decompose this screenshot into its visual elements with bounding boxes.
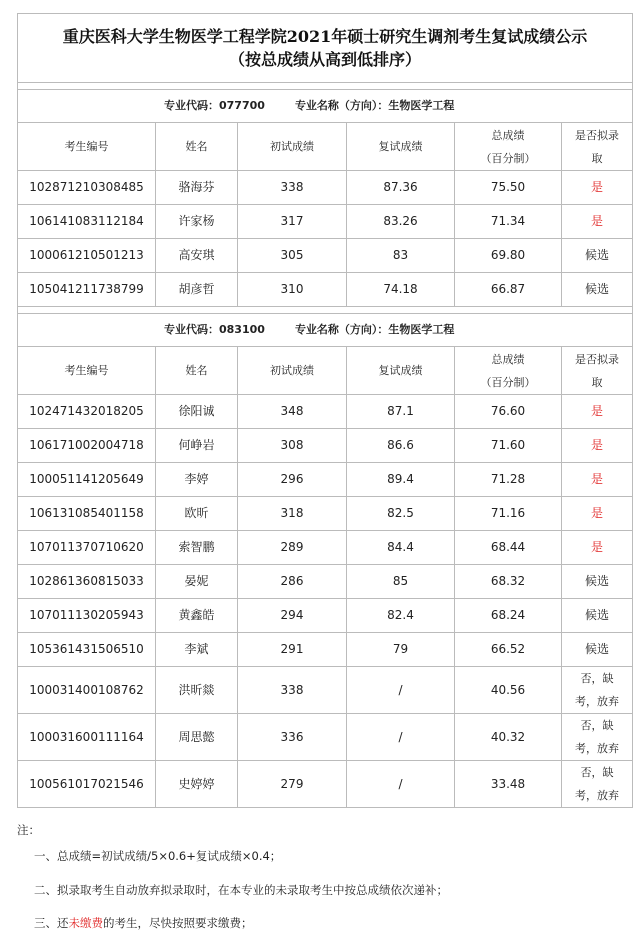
- header-admit-line1: 是否拟录: [575, 128, 620, 142]
- note-3-suffix: 的考生，尽快按照要求缴费；: [103, 916, 253, 930]
- note-3-prefix: 三、还: [34, 916, 69, 930]
- header-total: [455, 347, 562, 395]
- cell-admit-line1: 否，缺: [580, 672, 614, 685]
- cell-retest: 87.36: [347, 171, 455, 205]
- header-total-line2: （百分制）: [480, 375, 536, 389]
- cell-retest: /: [347, 667, 455, 714]
- table-row: [18, 205, 633, 239]
- cell-retest: 86.6: [347, 429, 455, 463]
- cell-admit: 是: [562, 171, 633, 205]
- cell-name: 骆海芬: [156, 171, 238, 205]
- cell-exam-id: 102471432018205: [18, 395, 156, 429]
- cell-name: 史婷婷: [156, 761, 238, 808]
- cell-exam-id: 106141083112184: [18, 205, 156, 239]
- cell-total: 68.24: [455, 599, 562, 633]
- header-exam-id: 考生编号: [18, 347, 156, 395]
- cell-exam-id: 100561017021546: [18, 761, 156, 808]
- header-admit-line1: 是否拟录: [575, 352, 620, 366]
- table-row: [18, 497, 633, 531]
- cell-initial: 286: [238, 565, 347, 599]
- header-exam-id: 考生编号: [18, 123, 156, 171]
- table-row: [18, 395, 633, 429]
- title-line-1: 重庆医科大学生物医学工程学院2021年硕士研究生调剂考生复试成绩公示: [62, 27, 588, 46]
- header-name: 姓名: [156, 123, 238, 171]
- cell-name: 欧昕: [156, 497, 238, 531]
- cell-admit: 是: [562, 395, 633, 429]
- major-name: 专业名称（方向）：生物医学工程: [294, 323, 455, 337]
- cell-total: 68.32: [455, 565, 562, 599]
- cell-admit: 是: [562, 205, 633, 239]
- cell-name: 胡彦哲: [156, 273, 238, 307]
- cell-initial: 348: [238, 395, 347, 429]
- cell-total: 71.60: [455, 429, 562, 463]
- cell-name: 索智鹏: [156, 531, 238, 565]
- score-table-body: [18, 14, 633, 808]
- cell-total: 75.50: [455, 171, 562, 205]
- cell-admit: 候选: [562, 633, 633, 667]
- title-line-2: （按总成绩从高到低排序）: [229, 50, 422, 69]
- cell-retest: 74.18: [347, 273, 455, 307]
- cell-exam-id: 105361431506510: [18, 633, 156, 667]
- cell-name: 洪昕燚: [156, 667, 238, 714]
- header-admit-line2: 取: [591, 151, 603, 165]
- cell-name: 黄鑫皓: [156, 599, 238, 633]
- table-header-row: [18, 347, 633, 395]
- major-code: 专业代码：077700: [164, 99, 265, 113]
- header-admit-line2: 取: [591, 375, 603, 389]
- table-row: [18, 633, 633, 667]
- cell-retest: 85: [347, 565, 455, 599]
- table-row: [18, 273, 633, 307]
- cell-name: 周思懿: [156, 714, 238, 761]
- cell-admit-line2: 考，放弃: [575, 742, 620, 755]
- cell-retest: 79: [347, 633, 455, 667]
- cell-retest: /: [347, 714, 455, 761]
- cell-retest: 82.4: [347, 599, 455, 633]
- cell-retest: 84.4: [347, 531, 455, 565]
- cell-admit-line2: 考，放弃: [575, 695, 620, 708]
- cell-total: 76.60: [455, 395, 562, 429]
- cell-name: 许家杨: [156, 205, 238, 239]
- cell-exam-id: 100061210501213: [18, 239, 156, 273]
- cell-name: 李婷: [156, 463, 238, 497]
- cell-exam-id: 100031400108762: [18, 667, 156, 714]
- table-row: [18, 667, 633, 714]
- cell-retest: 82.5: [347, 497, 455, 531]
- cell-total: 71.28: [455, 463, 562, 497]
- cell-initial: 318: [238, 497, 347, 531]
- header-admit: [562, 347, 633, 395]
- cell-exam-id: 107011130205943: [18, 599, 156, 633]
- header-total: [455, 123, 562, 171]
- cell-admit: 是: [562, 463, 633, 497]
- cell-admit: [562, 667, 633, 714]
- cell-exam-id: 107011370710620: [18, 531, 156, 565]
- cell-name: 徐阳诚: [156, 395, 238, 429]
- cell-total: 66.52: [455, 633, 562, 667]
- cell-name: 晏妮: [156, 565, 238, 599]
- notes-label: 注：: [17, 823, 40, 837]
- header-total-line2: （百分制）: [480, 151, 536, 165]
- table-row: [18, 565, 633, 599]
- cell-exam-id: 102861360815033: [18, 565, 156, 599]
- header-total-line1: 总成绩: [491, 352, 525, 366]
- header-total-line1: 总成绩: [491, 128, 525, 142]
- cell-admit-line2: 考，放弃: [575, 789, 620, 802]
- cell-exam-id: 105041211738799: [18, 273, 156, 307]
- note-1: 一、总成绩=初试成绩/5×0.6+复试成绩×0.4；: [34, 849, 282, 863]
- cell-admit: [562, 714, 633, 761]
- cell-retest: 87.1: [347, 395, 455, 429]
- cell-admit: 候选: [562, 239, 633, 273]
- cell-admit: 候选: [562, 599, 633, 633]
- header-initial: 初试成绩: [238, 123, 347, 171]
- header-retest: 复试成绩: [347, 347, 455, 395]
- cell-retest: 89.4: [347, 463, 455, 497]
- major-name: 专业名称（方向）：生物医学工程: [294, 99, 455, 113]
- cell-initial: 336: [238, 714, 347, 761]
- cell-admit-line1: 否，缺: [580, 719, 614, 732]
- cell-retest: /: [347, 761, 455, 808]
- cell-retest: 83: [347, 239, 455, 273]
- cell-exam-id: 102871210308485: [18, 171, 156, 205]
- cell-initial: 289: [238, 531, 347, 565]
- cell-name: 李斌: [156, 633, 238, 667]
- cell-exam-id: 106171002004718: [18, 429, 156, 463]
- cell-total: 69.80: [455, 239, 562, 273]
- table-row: [18, 171, 633, 205]
- cell-exam-id: 100031600111164: [18, 714, 156, 761]
- table-row: [18, 429, 633, 463]
- cell-admit-line1: 否，缺: [580, 766, 614, 779]
- table-row: [18, 463, 633, 497]
- cell-total: 33.48: [455, 761, 562, 808]
- cell-total: 40.32: [455, 714, 562, 761]
- cell-initial: 294: [238, 599, 347, 633]
- cell-total: 68.44: [455, 531, 562, 565]
- cell-admit: [562, 761, 633, 808]
- cell-initial: 296: [238, 463, 347, 497]
- cell-admit: 是: [562, 497, 633, 531]
- cell-initial: 317: [238, 205, 347, 239]
- cell-total: 71.34: [455, 205, 562, 239]
- cell-exam-id: 106131085401158: [18, 497, 156, 531]
- page-title: [18, 14, 633, 83]
- section-gap: [18, 83, 633, 90]
- cell-admit: 候选: [562, 273, 633, 307]
- cell-initial: 305: [238, 239, 347, 273]
- cell-total: 40.56: [455, 667, 562, 714]
- cell-initial: 310: [238, 273, 347, 307]
- table-row: [18, 239, 633, 273]
- cell-initial: 279: [238, 761, 347, 808]
- note-2: 二、拟录取考生自动放弃拟录取时，在本专业的未录取考生中按总成绩依次递补；: [34, 883, 448, 897]
- section-gap: [18, 307, 633, 314]
- cell-total: 71.16: [455, 497, 562, 531]
- header-retest: 复试成绩: [347, 123, 455, 171]
- table-row: [18, 761, 633, 808]
- cell-admit: 候选: [562, 565, 633, 599]
- major-code: 专业代码：083100: [164, 323, 265, 337]
- header-initial: 初试成绩: [238, 347, 347, 395]
- cell-exam-id: 100051141205649: [18, 463, 156, 497]
- major-info-row: [18, 90, 633, 123]
- table-row: [18, 599, 633, 633]
- cell-name: 高安琪: [156, 239, 238, 273]
- score-table: [17, 13, 633, 808]
- table-row: [18, 531, 633, 565]
- cell-total: 66.87: [455, 273, 562, 307]
- table-row: [18, 714, 633, 761]
- cell-retest: 83.26: [347, 205, 455, 239]
- major-info-row: [18, 314, 633, 347]
- note-3-highlight: 未缴费: [68, 916, 103, 930]
- cell-initial: 291: [238, 633, 347, 667]
- cell-admit: 是: [562, 429, 633, 463]
- cell-initial: 338: [238, 171, 347, 205]
- cell-name: 何峥岩: [156, 429, 238, 463]
- header-admit: [562, 123, 633, 171]
- note-3: [34, 915, 253, 931]
- cell-initial: 308: [238, 429, 347, 463]
- cell-initial: 338: [238, 667, 347, 714]
- cell-admit: 是: [562, 531, 633, 565]
- header-name: 姓名: [156, 347, 238, 395]
- table-header-row: [18, 123, 633, 171]
